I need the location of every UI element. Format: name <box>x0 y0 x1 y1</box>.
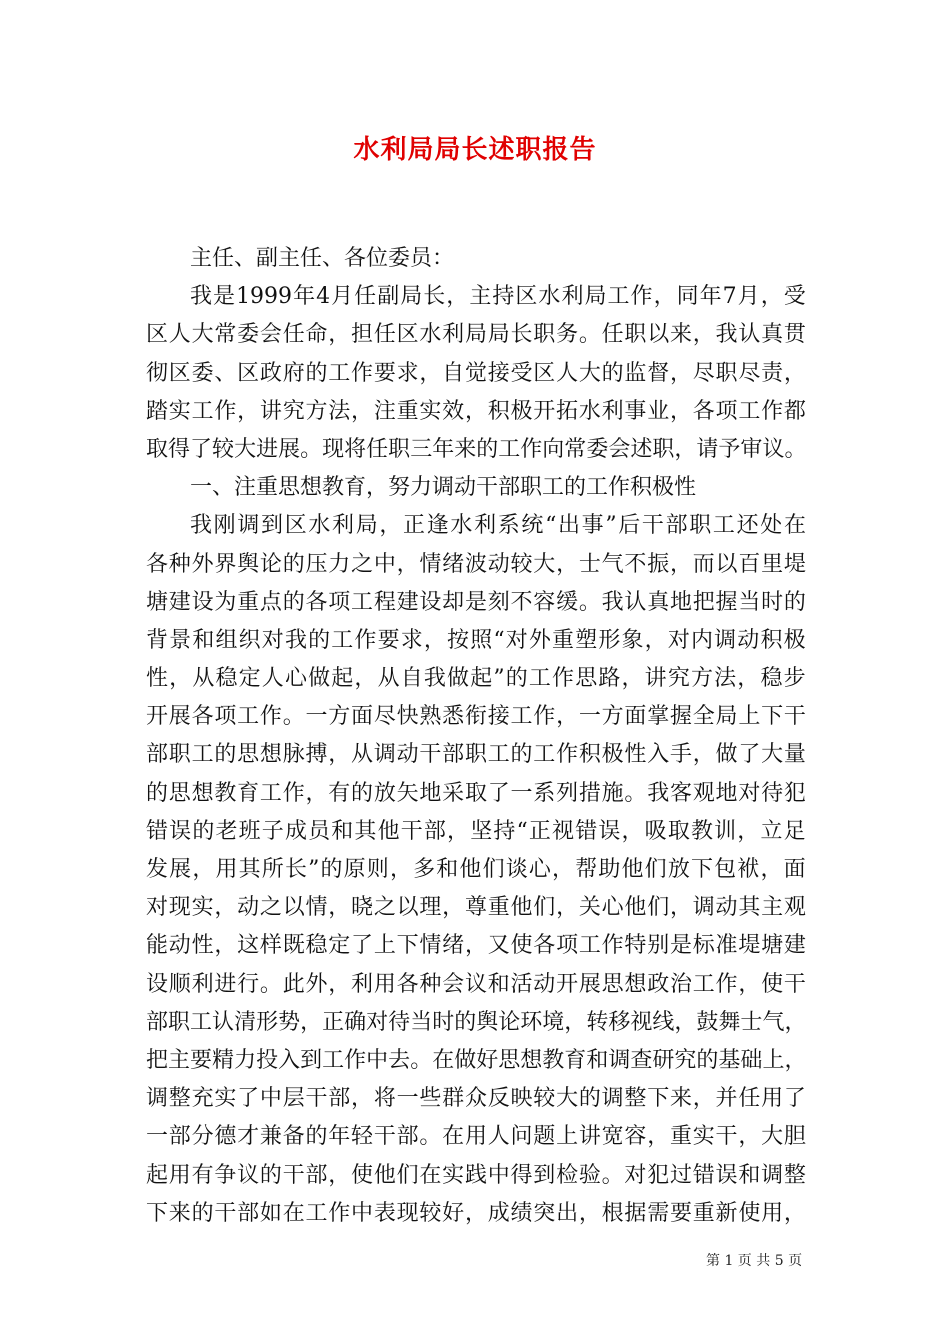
text-line: 把 主 要 精 力 投 入 到 工 作 中 去 。 在 做 好 思 想 教 育 和 调 查 研 究 的 基 础 上 ， <box>146 1047 807 1073</box>
text-line: 设 顺 利 进 行 。 此 外 ， 利 用 各 种 会 议 和 活 动 开 展 思 想 政 治 工 作 ， 使 干 <box>146 971 806 997</box>
text-line: 下 来 的 干 部 如 在 工 作 中 表 现 较 好 ， 成 绩 突 出 ， 根 据 需 要 重 新 使 用 ， <box>146 1200 806 1226</box>
text-line: 对 现 实 ， 动 之 以 情 ， 晓 之 以 理 ， 尊 重 他 们 ， 关 心 他 们 ， 调 动 其 主 观 <box>146 895 806 921</box>
document-title: 水利局局长述职报告 <box>353 135 597 165</box>
text-line: 部 职 工 认 清 形 势 ， 正 确 对 待 当 时 的 舆 论 环 境 ， 转 移 视 线 ， 鼓 舞 士 气 ， <box>146 1009 807 1035</box>
text-line: 开 展 各 项 工 作 。 一 方 面 尽 快 熟 悉 衔 接 工 作 ， 一 方 面 掌 握 全 局 上 下 干 <box>146 704 806 730</box>
text-line: 发 展 ， 用 其 所 长 ” 的 原 则 ， 多 和 他 们 谈 心 ， 帮 助 他 们 放 下 包 袱 ， 面 <box>146 857 806 882</box>
text-line: 性 ， 从 稳 定 人 心 做 起 ， 从 自 我 做 起 ” 的 工 作 思 路 ， 讲 究 方 法 ， 稳 步 <box>146 666 806 692</box>
text-line: 塘 建 设 为 重 点 的 各 项 工 程 建 设 却 是 刻 不 容 缓 。 我 认 真 地 把 握 当 时 的 <box>146 589 806 615</box>
text-line: 错 误 的 老 班 子 成 员 和 其 他 干 部 ， 坚 持 “ 正 视 错 误 ， 吸 取 教 训 ， 立 足 <box>146 818 806 844</box>
text-line: 调 整 充 实 了 中 层 干 部 ， 将 一 些 群 众 反 映 较 大 的 调 整 下 来 ， 并 任 用 了 <box>146 1086 806 1112</box>
text-line: 我 是 1999 年 4 月 任 副 局 长 ， 主 持 区 水 利 局 工 作 ， 同 年 7 月 ， 受 <box>190 284 806 310</box>
text-line: 的 思 想 教 育 工 作 ， 有 的 放 矢 地 采 取 了 一 系 列 措 施 。 我 客 观 地 对 待 犯 <box>146 780 806 806</box>
text-line: 背 景 和 组 织 对 我 的 工 作 要 求 ， 按 照 “ 对 外 重 塑 形 象 ， 对 内 调 动 积 极 <box>146 627 806 653</box>
text-line: 一、注重思想教育，努力调动干部职工的工作积极性 <box>190 475 697 501</box>
text-line: 起 用 有 争 议 的 干 部 ， 使 他 们 在 实 践 中 得 到 检 验 。 对 犯 过 错 误 和 调 整 <box>146 1162 806 1188</box>
text-line: 能 动 性 ， 这 样 既 稳 定 了 上 下 情 绪 ， 又 使 各 项 工 作 特 别 是 标 准 堤 塘 建 <box>146 933 806 959</box>
text-line: 各 种 外 界 舆 论 的 压 力 之 中 ， 情 绪 波 动 较 大 ， 士 气 不 振 ， 而 以 百 里 堤 <box>146 551 806 577</box>
text-line: 彻 区 委 、 区 政 府 的 工 作 要 求 ， 自 觉 接 受 区 人 大 的 监 督 ， 尽 职 尽 责 ， <box>146 360 806 386</box>
document-body <box>146 240 806 1233</box>
text-line: 部 职 工 的 思 想 脉 搏 ， 从 调 动 干 部 职 工 的 工 作 积 极 性 入 手 ， 做 了 大 量 <box>146 742 806 768</box>
text-line: 我 刚 调 到 区 水 利 局 ， 正 逢 水 利 系 统 “ 出 事 ” 后 干 部 职 工 还 处 在 <box>190 513 806 539</box>
text-line: 取 得 了 较 大 进 展 。 现 将 任 职 三 年 来 的 工 作 向 常 委 会 述 职 ， 请 予 审 议 。 <box>146 436 807 462</box>
text-line: 踏 实 工 作 ， 讲 究 方 法 ， 注 重 实 效 ， 积 极 开 拓 水 利 事 业 ， 各 项 工 作 都 <box>146 398 806 424</box>
text-line: 区 人 大 常 委 会 任 命 ， 担 任 区 水 利 局 局 长 职 务 。 任 职 以 来 ， 我 认 真 贯 <box>146 322 806 348</box>
page-number-footer: 第 1 页 共 5 页 <box>706 1253 803 1269</box>
text-line: 主任、副主任、各位委员： <box>190 246 455 271</box>
text-line: 一 部 分 德 才 兼 备 的 年 轻 干 部 。 在 用 人 问 题 上 讲 宽 容 ， 重 实 干 ， 大 胆 <box>146 1124 806 1150</box>
